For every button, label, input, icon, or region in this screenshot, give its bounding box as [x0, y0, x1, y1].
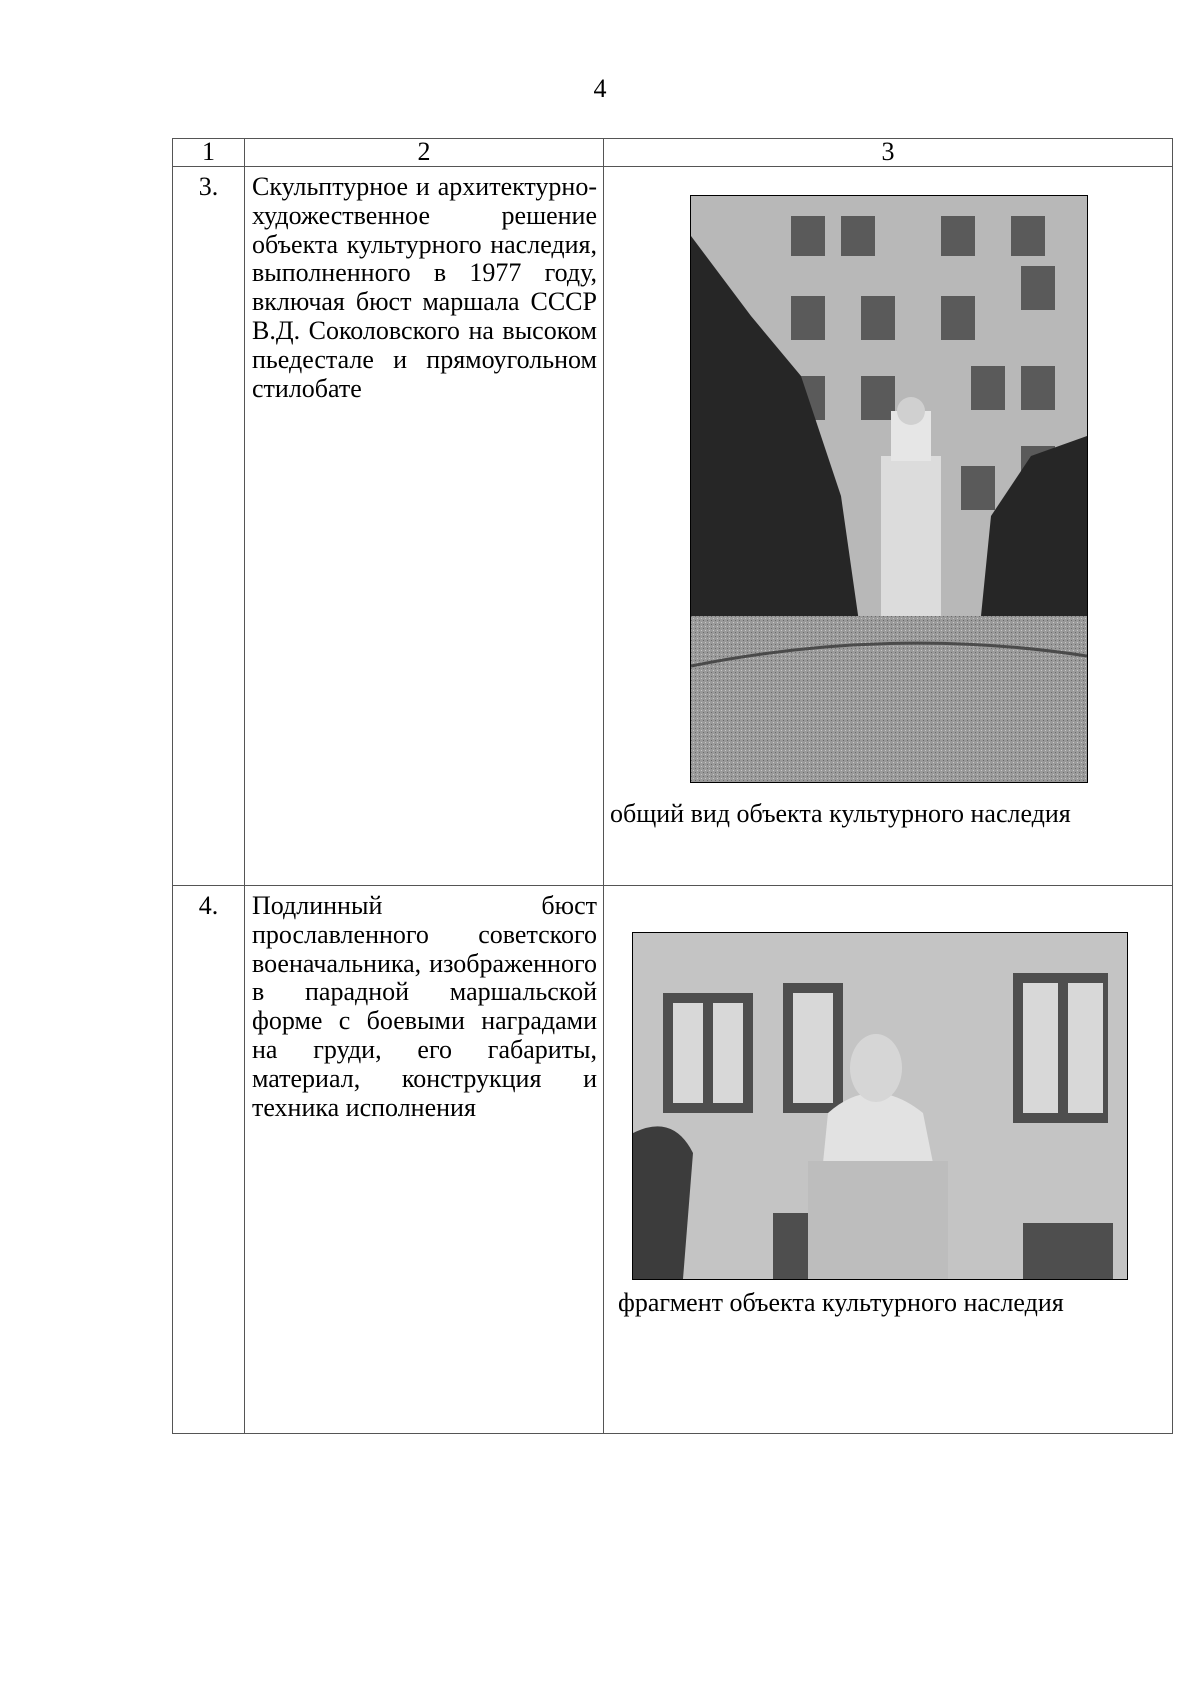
- table-row: [173, 167, 1173, 886]
- heritage-table: [172, 138, 1173, 1434]
- header-col-2: 2: [245, 139, 604, 167]
- description-text: Скульптурное и архитектурно-художественное решение объекта культурного наследия, выполненного в 1977 году, включая бюст маршала СССР В.Д. Соколовского на высоком пьедестале и прямоугольном стилобате: [252, 172, 597, 403]
- photo-cell: [604, 886, 1173, 1434]
- description-cell: [245, 167, 604, 886]
- header-col-3: 3: [604, 139, 1173, 167]
- header-col-1: 1: [173, 139, 245, 167]
- description-cell: [245, 886, 604, 1434]
- description-text: Подлинный бюст прославленного советского военачальника, изображенного в парадной маршальской форме с боевыми наградами на груди, его габариты, материал, конструкция и техника исполнения: [252, 891, 597, 1122]
- photo-caption: общий вид объекта культурного наследия: [610, 799, 1071, 828]
- page-number: 4: [593, 74, 607, 103]
- table-row: [173, 886, 1173, 1434]
- header-row: [173, 139, 1173, 167]
- row-number: 3.: [173, 167, 245, 886]
- monument-general-view-photo: [690, 195, 1088, 783]
- row-number: 4.: [173, 886, 245, 1434]
- bust-fragment-photo: [632, 932, 1128, 1280]
- photo-cell: [604, 167, 1173, 886]
- photo-caption: фрагмент объекта культурного наследия: [618, 1288, 1064, 1317]
